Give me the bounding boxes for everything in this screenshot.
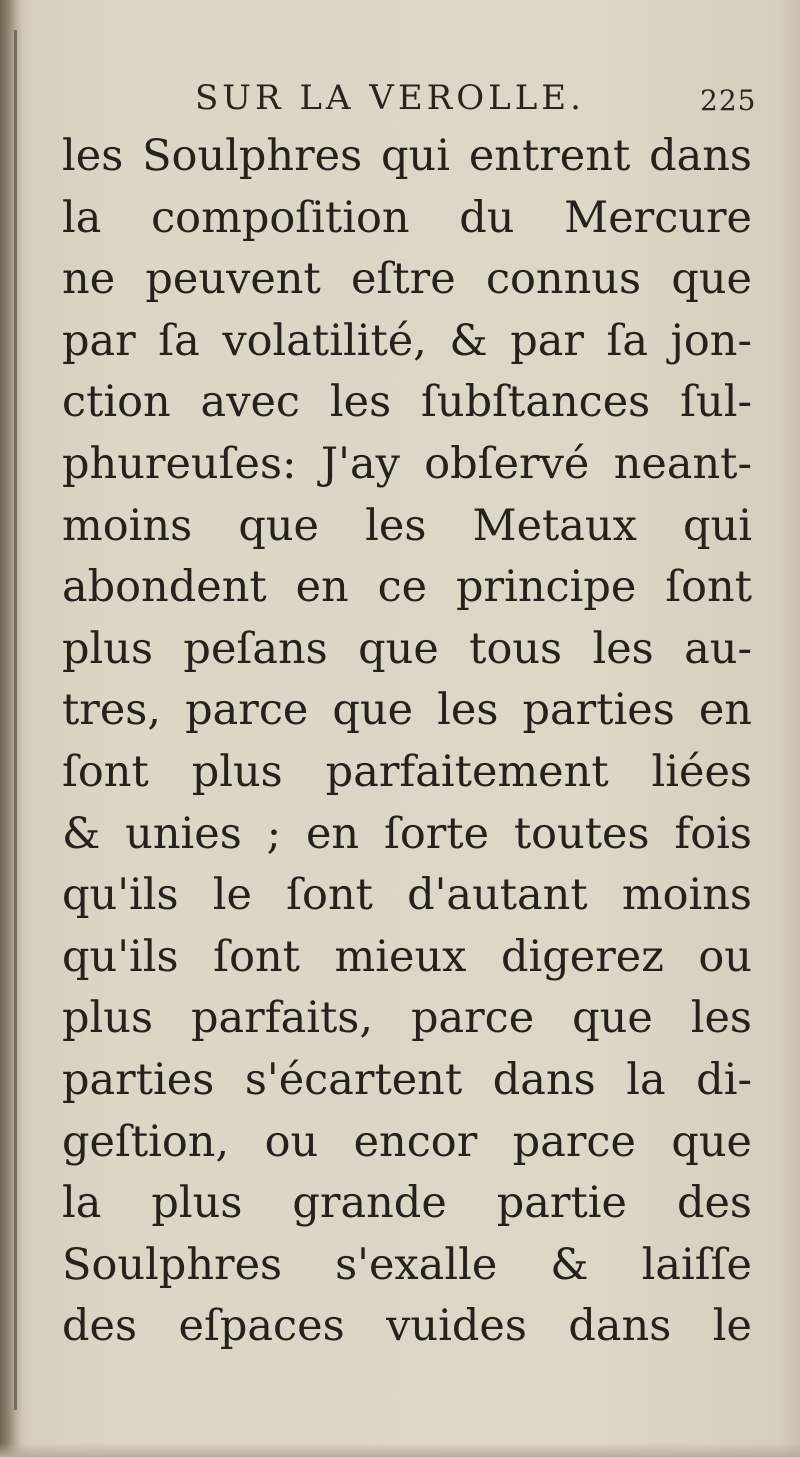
page-bottom-edge [0, 1443, 800, 1457]
text-line: qu'ils le ſont d'autant moins [62, 870, 752, 921]
text-line: par ſa volatilité, & par ſa jon- [62, 315, 752, 366]
body-text [62, 126, 752, 1358]
text-line: la plus grande partie des [62, 1178, 752, 1229]
text-line: Soulphres s'exalle & laiſſe [62, 1239, 752, 1290]
text-line: plus parfaits, parce que les [62, 993, 752, 1044]
text-line: ſont plus parfaitement liées [62, 746, 752, 797]
text-line: phureuſes: J'ay obſervé neant- [62, 438, 752, 489]
text-line: abondent en ce principe ſont [62, 562, 752, 613]
text-line: moins que les Metaux qui [62, 500, 752, 551]
page-number: 225 [700, 84, 757, 117]
running-head [195, 78, 775, 128]
text-line: plus peſans que tous les au- [62, 623, 752, 674]
binding-edge [14, 30, 17, 1410]
text-line: & unies ; en ſorte toutes fois [62, 808, 752, 859]
text-line: ne peuvent eſtre connus que [62, 254, 752, 305]
text-line: qu'ils ſont mieux digerez ou [62, 931, 752, 982]
text-line: la compoſition du Mercure [62, 192, 752, 243]
binding-shadow [0, 0, 22, 1457]
text-line: les Soulphres qui entrent dans [62, 131, 752, 181]
text-line: tres, parce que les parties en [62, 685, 752, 736]
text-line: geſtion, ou encor parce que [62, 1116, 752, 1167]
text-line: des eſpaces vuides dans le [62, 1301, 752, 1352]
text-line: ction avec les ſubſtances ſul- [62, 377, 752, 428]
text-line: parties s'écartent dans la di- [62, 1054, 752, 1105]
running-head-title: SUR LA VEROLLE. [195, 78, 585, 118]
